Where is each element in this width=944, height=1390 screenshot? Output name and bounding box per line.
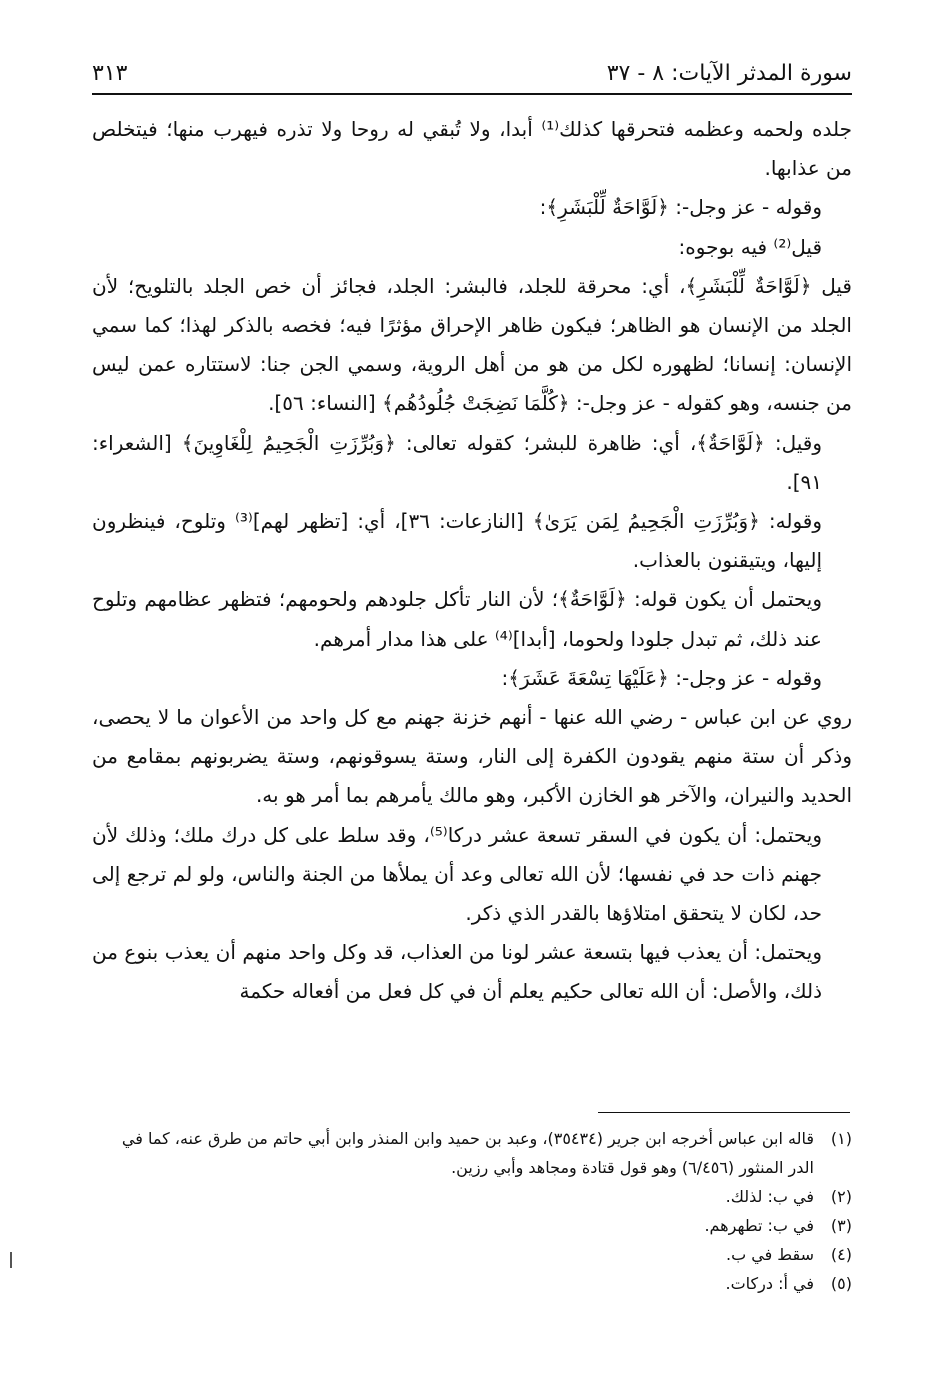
paragraph: وقوله - عز وجل-: ﴿عَلَيْهَا تِسْعَةَ عَشَرَ﴾: — [501, 665, 822, 690]
footnote-item — [92, 1211, 852, 1240]
paragraph: ويحتمل أن يكون قوله: ﴿لَوَّاحَةٌ﴾؛ لأن النار تأكل جلودهم ولحومهم؛ فتظهر عظامهم وتلوح عند ذلك، ثم تبدل جلودا ولحوما، [أبدا]⁽⁴⁾ على هذا مدار أمرهم. — [92, 587, 822, 651]
running-header — [92, 52, 852, 86]
footnotes — [92, 1124, 852, 1298]
paragraph: وقوله: ﴿وَبُرِّزَتِ الْجَحِيمُ لِمَن يَرَىٰ﴾ [النازعات: ٣٦]، أي: [تظهر لهم]⁽³⁾ وتلوح، فينظرون إليها، ويتيقنون بالعذاب. — [92, 509, 822, 573]
paragraph: جلده ولحمه وعظمه فتحرقها كذلك⁽¹⁾ أبدا، ولا تُبقي له روحا ولا تذره فيهرب منها؛ فيتخلص من عذابها. — [92, 117, 852, 181]
paragraph: قيل ﴿لَوَّاحَةٌ لِّلْبَشَرِ﴾، أي: محرقة للجلد، فالبشر: الجلد، فجائز أن خص الجلد بالتلويح؛ لأن الجلد من الإنسان هو الظاهر؛ فيكون ظاهر الإحراق مؤثرًا فيه؛ فخصه بالذكر لهذا؛ كما سمي الإنسان: إنسانا؛ لظهوره لكل من هو من أهل الروية، وسمي الجن جنا: لاستتاره عمن ليس من جنسه، وهو كقوله - عز وجل-: ﴿كُلَّمَا نَضِجَتْ جُلُودُهُم﴾ [النساء: ٥٦]. — [92, 273, 852, 416]
footnote-text: قاله ابن عباس أخرجه ابن جرير (٣٥٤٣٤)، وعبد بن حميد وابن المنذر وابن أبي حاتم من طرق عنه، كما في الدر المنثور (٦/٤٥٦) وهو قول قتادة ومجاهد وأبي رزين. — [121, 1129, 814, 1177]
header-divider — [92, 93, 852, 95]
footnote-text: في ب: تطهرهم. — [704, 1216, 814, 1235]
footnote-divider — [598, 1112, 850, 1113]
footnote-number: (٤) — [830, 1245, 852, 1264]
paragraph: قيل⁽²⁾ فيه بوجوه: — [678, 234, 822, 259]
footnote-number: (٣) — [830, 1216, 852, 1235]
footnote-item — [92, 1124, 852, 1182]
paragraph: وقيل: ﴿لَوَّاحَةٌ﴾، أي: ظاهرة للبشر؛ كقوله تعالى: ﴿وَبُرِّزَتِ الْجَحِيمُ لِلْغَاوِينَ﴾ [الشعراء: ٩١]. — [92, 430, 822, 494]
footnote-number: (٥) — [830, 1274, 852, 1293]
footnote-number: (٢) — [830, 1187, 852, 1206]
paragraph: روي عن ابن عباس - رضي الله عنها - أنهم خزنة جهنم مع كل واحد من الأعوان ما لا يحصى، وذكر أن ستة منهم يقودون الكفرة إلى النار، وستة يسوقونهم، وستة يضربونهم بمقامع من الحديد والنيران، والآخر هو الخازن الأكبر، وهو مالك يأمرهم بما أمر هو به. — [92, 705, 852, 808]
footnote-item — [92, 1240, 852, 1269]
footnote-text: سقط في ب. — [726, 1245, 814, 1264]
footnote-number: (١) — [830, 1129, 852, 1148]
main-text — [92, 110, 852, 1012]
footnote-item — [92, 1269, 852, 1298]
margin-mark — [10, 1252, 12, 1268]
page-number: ٣١٣ — [92, 61, 128, 86]
paragraph: وقوله - عز وجل-: ﴿لَوَّاحَةٌ لِّلْبَشَرِ﴾: — [539, 195, 822, 220]
footnote-item — [92, 1182, 852, 1211]
paragraph: ويحتمل: أن يعذب فيها بتسعة عشر لونا من العذاب، قد وكل واحد منهم أن يعذب بنوع من ذلك، والأصل: أن الله تعالى حكيم يعلم أن في كل فعل من أفعاله حكمة — [92, 940, 822, 1004]
surah-title: سورة المدثر الآيات: ٨ - ٣٧ — [606, 61, 852, 86]
footnote-text: في ب: لذلك. — [725, 1187, 814, 1206]
paragraph: ويحتمل: أن يكون في السقر تسعة عشر دركا⁽⁵⁾، وقد سلط على كل درك ملك؛ وذلك لأن جهنم ذات حد في نفسها؛ لأن الله تعالى وعد أن يملأها من الجنة والناس، ولو لم ترجع إلى حد، لكان لا يتحقق امتلاؤها بالقدر الذي ذكر. — [92, 822, 822, 926]
footnote-text: في أ: دركات. — [725, 1274, 814, 1293]
